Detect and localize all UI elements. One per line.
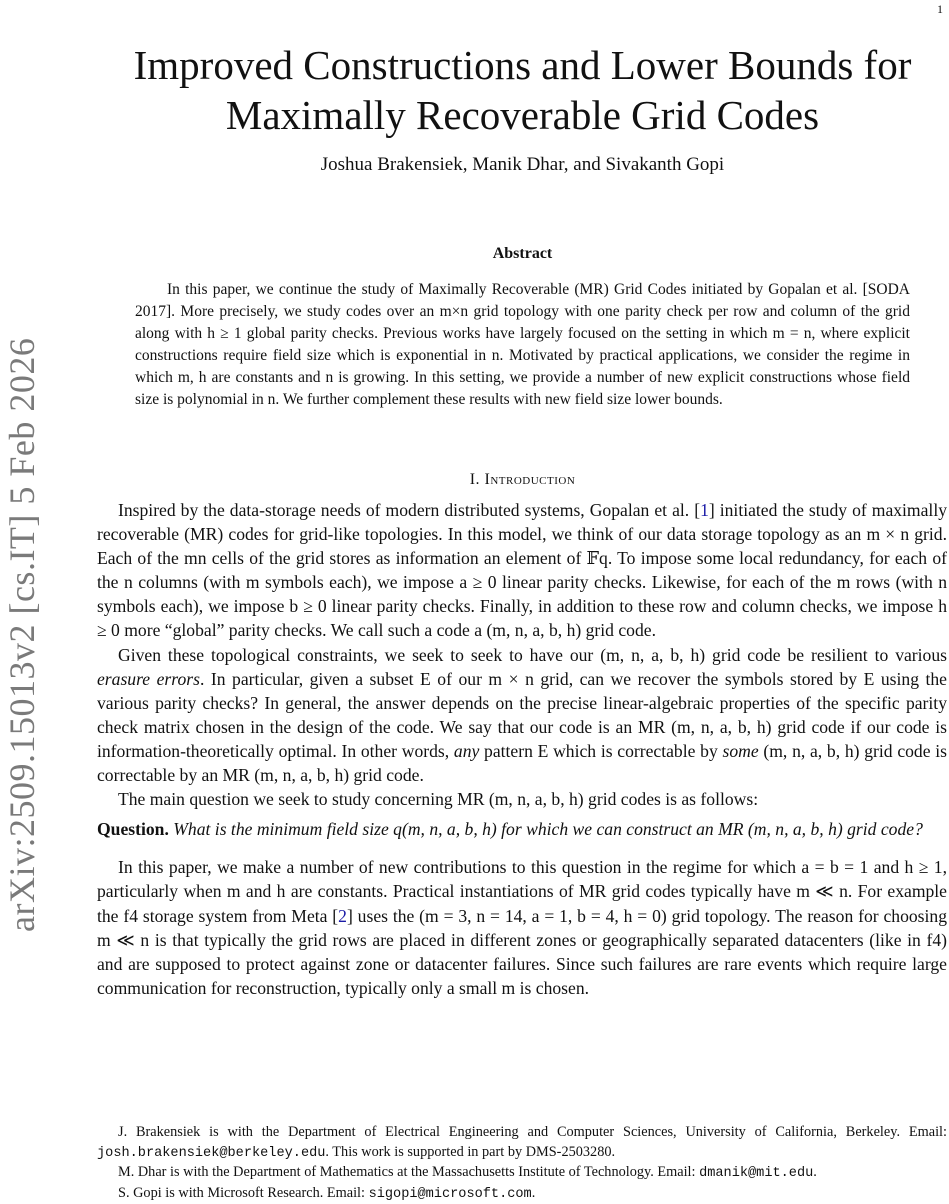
email-link[interactable]: dmanik@mit.edu bbox=[699, 1166, 814, 1182]
email-link[interactable]: sigopi@microsoft.com bbox=[368, 1186, 532, 1202]
abstract-heading: Abstract bbox=[492, 245, 553, 262]
footnote-text: . bbox=[813, 1164, 817, 1181]
text-run: (m, n, a, b, h) grid code is correctable by an MR (m, n, a, b, h) grid code. bbox=[97, 740, 948, 786]
intro-body bbox=[97, 498, 947, 1000]
text-run: ] uses the (m = 3, n = 14, a = 1, b = 4, h = 0) grid topology. The reason for choosing m ≪ n is that typically the grid rows are placed in different zones or geographically separated datacenters (like in f4) and are supposed to protect against zone or datacenter failures. Since such failures are rare events which require large communication for reconstruction, typically only a small m is chosen. bbox=[97, 905, 947, 998]
section-number: I. bbox=[469, 471, 481, 488]
footnote-2 bbox=[97, 1163, 947, 1184]
question-block bbox=[97, 817, 947, 841]
footnote-text: M. Dhar is with the Department of Mathematics at the Massachusetts Institute of Technology. Email: bbox=[118, 1164, 700, 1181]
question-label: Question. bbox=[97, 819, 169, 840]
footnote-1 bbox=[97, 1123, 947, 1163]
section-title: Introduction bbox=[484, 471, 576, 488]
title-line-2: Maximally Recoverable Grid Codes bbox=[225, 92, 820, 138]
section-heading bbox=[96, 471, 949, 489]
paper-title bbox=[96, 40, 949, 140]
text-run: . In particular, given a subset E of our m × n grid, can we recover the symbols stored by E using the various parity checks? In general, the answer depends on the precise linear-algebraic properties of the specific parity check matrix chosen in the design of the code. We say that our code is an MR (m, n, a, b, h) grid code if our code is information-theoretically optimal. In other words, bbox=[97, 668, 947, 761]
text-run: pattern E which is correctable by bbox=[479, 740, 723, 761]
text-run: Given these topological constraints, we seek to seek to have our (m, n, a, b, h) grid code be resilient to various bbox=[118, 644, 947, 665]
footnote-text: J. Brakensiek is with the Department of Electrical Engineering and Computer Sciences, University of California, Berkeley. Email: bbox=[118, 1124, 947, 1140]
intro-paragraph-2 bbox=[97, 643, 947, 788]
intro-paragraph-3: The main question we seek to study concerning MR (m, n, a, b, h) grid codes is as follows: bbox=[118, 789, 759, 810]
title-line-1: Improved Constructions and Lower Bounds for bbox=[133, 42, 912, 88]
emphasis: some bbox=[722, 740, 759, 761]
intro-paragraph-1 bbox=[97, 498, 947, 643]
abstract-text: In this paper, we continue the study of Maximally Recoverable (MR) Grid Codes initiated by Gopalan et al. [SODA 2017]. More precisely, we study codes over an m×n grid topology with one parity check per row and column of the grid along with h ≥ 1 global parity checks. Previous works have largely focused on the setting in which m = n, where explicit constructions require field size which is exponential in n. Motivated by practical applications, we consider the regime in which m, h are constants and n is growing. In this setting, we provide a number of new explicit constructions whose field size is polynomial in n. We further complement these results with new field size lower bounds. bbox=[135, 281, 910, 408]
footnotes bbox=[97, 1123, 947, 1204]
arxiv-stamp-text: arXiv:2509.15013v2 [cs.IT] 5 Feb 2026 bbox=[2, 337, 42, 932]
emphasis: any bbox=[453, 740, 480, 761]
emphasis: erasure errors bbox=[97, 668, 200, 689]
intro-paragraph-4 bbox=[97, 855, 947, 1000]
footnote-text: S. Gopi is with Microsoft Research. Email: bbox=[118, 1184, 369, 1201]
arxiv-stamp bbox=[2, 0, 42, 1200]
footnote-text: . This work is supported in part by DMS-2503280. bbox=[325, 1143, 616, 1160]
text-run: ] initiated the study of maximally recoverable (MR) codes for grid-like topologies. In this model, we think of our data storage topology as an m × n grid. Each of the mn cells of the grid stores as information an element of 𝔽q. To impose some local redundancy, for each of the n columns (with m symbols each), we impose a ≥ 0 linear parity checks. Likewise, for each of the m rows (with n symbols each), we impose b ≥ 0 linear parity checks. Finally, in addition to these row and column checks, we impose h ≥ 0 more “global” parity checks. We call such a code a (m, n, a, b, h) grid code. bbox=[97, 500, 947, 641]
question-text: What is the minimum field size q(m, n, a, b, h) for which we can construct an MR (m, n, a, b, h) grid code? bbox=[173, 819, 923, 840]
footnote-3 bbox=[97, 1184, 947, 1204]
footnote-text: . bbox=[531, 1184, 536, 1201]
page-number: 1 bbox=[937, 2, 943, 16]
email-link[interactable]: josh.brakensiek@berkeley.edu bbox=[97, 1145, 326, 1161]
text-run: Inspired by the data-storage needs of modern distributed systems, Gopalan et al. [ bbox=[118, 500, 701, 520]
author-list: Joshua Brakensiek, Manik Dhar, and Sivakanth Gopi bbox=[320, 154, 725, 175]
citation-link-2[interactable]: 2 bbox=[338, 905, 347, 926]
text-run: In this paper, we make a number of new contributions to this question in the regime for which a = b = 1 and h ≥ 1, particularly when m and h are constants. Practical instantiations of MR grid codes typically have m ≪ n. For example the f4 storage system from Meta [ bbox=[97, 857, 947, 926]
citation-link-1[interactable]: 1 bbox=[700, 500, 709, 520]
